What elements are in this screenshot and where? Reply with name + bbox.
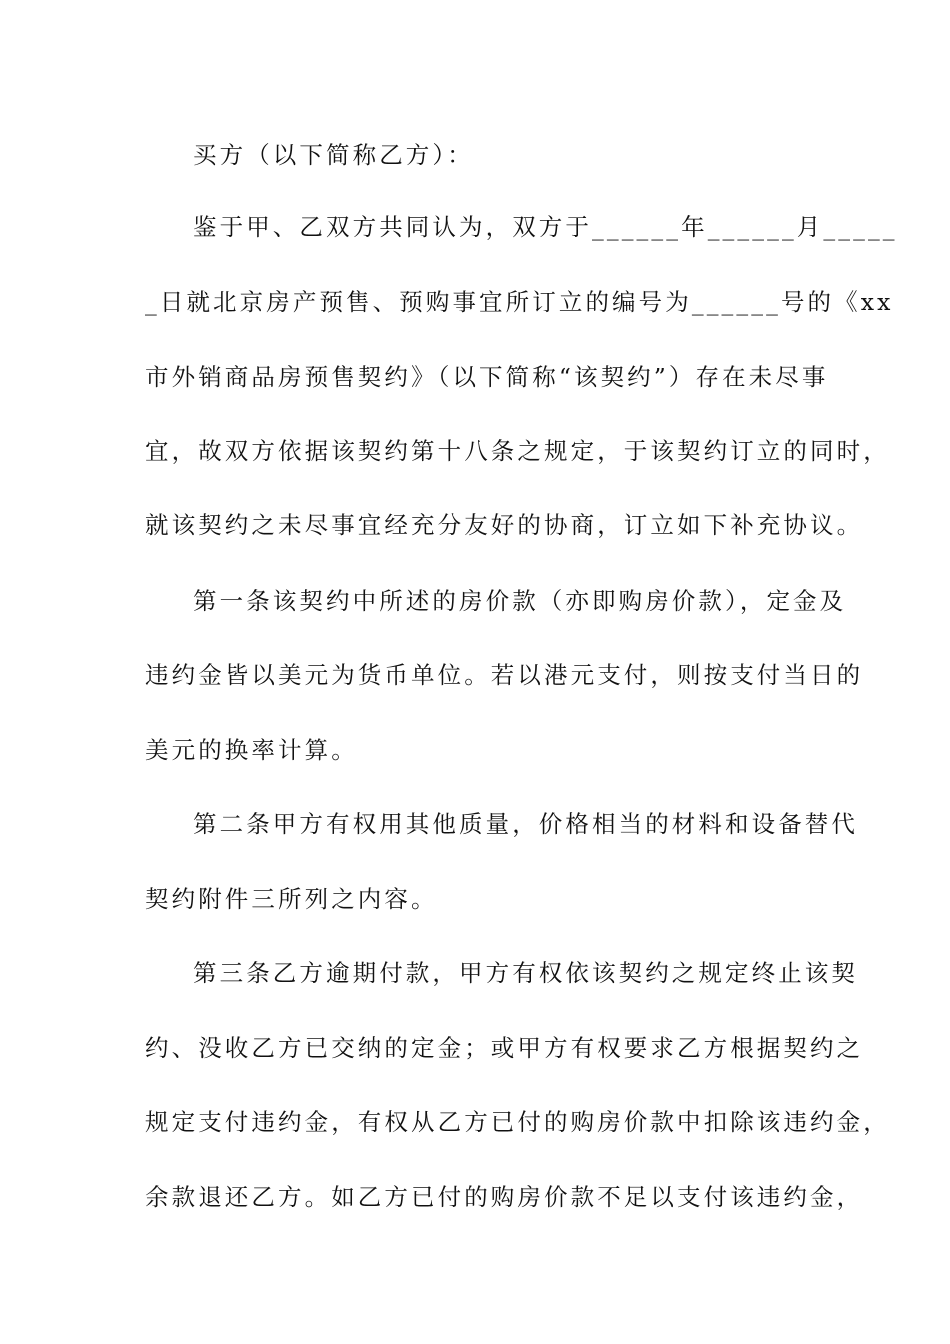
text-line-article-1: 第一条该契约中所述的房价款（亦即购房价款），定金及 (193, 587, 847, 615)
text-line-buyer: 买方（以下简称乙方）： (193, 141, 474, 169)
text-line-article-3: 余款退还乙方。如乙方已付的购房价款不足以支付该违约金， (145, 1183, 864, 1211)
text-line-paragraph-1: 宜，故双方依据该契约第十八条之规定，于该契约订立的同时， (145, 437, 890, 465)
text-line-article-3: 规定支付违约金，有权从乙方已付的购房价款中扣除该违约金， (145, 1108, 890, 1136)
text-line-article-1: 违约金皆以美元为货币单位。若以港元支付，则按支付当日的 (145, 661, 864, 689)
text-line-paragraph-1: 市外销商品房预售契约》（以下简称“该契约”）存在未尽事 (145, 363, 829, 391)
text-line-paragraph-1: _日就北京房产预售、预购事宜所订立的编号为______号的《xx (145, 288, 894, 316)
text-line-article-2: 契约附件三所列之内容。 (145, 885, 438, 913)
text-line-paragraph-1: 鉴于甲、乙双方共同认为，双方于______年______月_____ (193, 213, 898, 241)
text-line-article-3: 约、没收乙方已交纳的定金；或甲方有权要求乙方根据契约之 (145, 1034, 864, 1062)
text-line-article-1: 美元的换率计算。 (145, 736, 358, 764)
text-line-article-3: 第三条乙方逾期付款，甲方有权依该契约之规定终止该契 (193, 959, 858, 987)
text-line-article-2: 第二条甲方有权用其他质量，价格相当的材料和设备替代 (193, 810, 858, 838)
text-line-paragraph-1: 就该契约之未尽事宜经充分友好的协商，订立如下补充协议。 (145, 511, 864, 539)
